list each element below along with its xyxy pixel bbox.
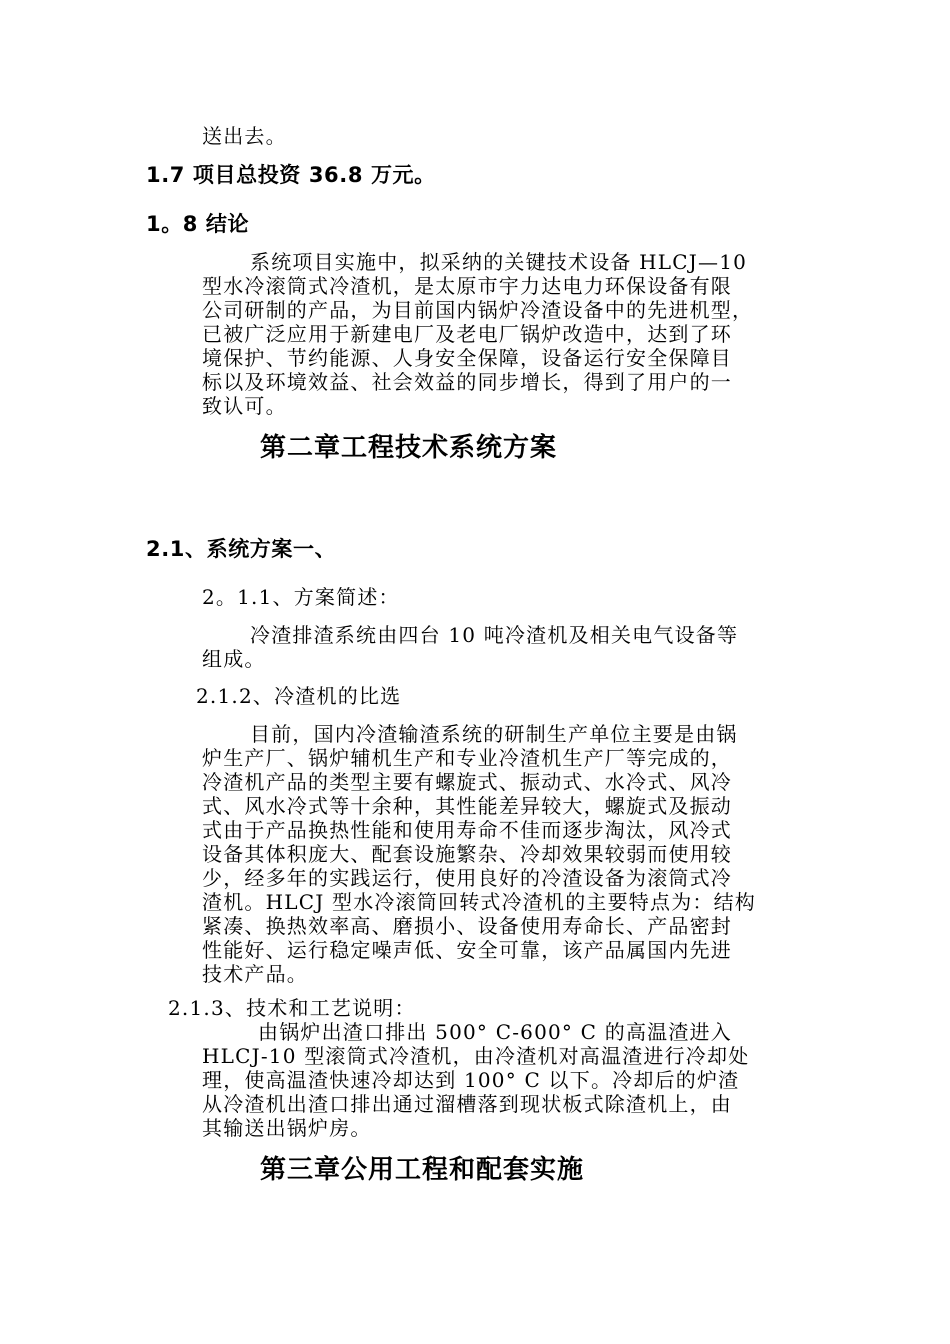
paragraph-line: 理，使高温渣快速冷却达到 100° C 以下。冷却后的炉渣 — [202, 1068, 740, 1092]
paragraph-line: 技术产品。 — [202, 962, 308, 986]
paragraph-line: 标以及环境效益、社会效益的同步增长，得到了用户的一 — [202, 370, 732, 394]
chapter-2-title: 第二章工程技术系统方案 — [260, 433, 558, 463]
paragraph-line: 少，经多年的实践运行，使用良好的冷渣设备为滚筒式冷 — [202, 866, 732, 890]
paragraph-line: 性能好、运行稳定噪声低、安全可靠，该产品属国内先进 — [202, 938, 732, 962]
paragraph-line: 炉生产厂、锅炉辅机生产和专业冷渣机生产厂等完成的， — [202, 746, 732, 770]
section-1-8-paragraph — [202, 250, 753, 418]
paragraph-line: 境保护、节约能源、人身安全保障，设备运行安全保障目 — [202, 346, 732, 370]
paragraph-line: 设备其体积庞大、配套设施繁杂、冷却效果较弱而使用较 — [202, 842, 732, 866]
paragraph-line: 渣机。HLCJ 型水冷滚筒回转式冷渣机的主要特点为：结构 — [202, 890, 756, 914]
paragraph-line: 致认可。 — [202, 394, 287, 418]
paragraph-line: 组成。 — [202, 647, 266, 671]
paragraph-line: 紧凑、换热效率高、磨损小、设备使用寿命长、产品密封 — [202, 914, 732, 938]
paragraph-line: HLCJ-10 型滚筒式冷渣机，由冷渣机对高温渣进行冷却处 — [202, 1044, 750, 1068]
paragraph-line: 冷渣排渣系统由四台 10 吨冷渣机及相关电气设备等 — [250, 623, 739, 647]
paragraph-line: 送出去。 — [202, 124, 287, 148]
section-1-8-title: 1。8 结论 — [146, 212, 250, 236]
paragraph-line: 型水冷滚筒式冷渣机，是太原市宇力达电力环保设备有限 — [202, 274, 732, 298]
section-2-1-1-title: 2。1.1、方案简述： — [202, 585, 400, 609]
section-2-1-2-paragraph — [202, 722, 756, 986]
paragraph-line: 其输送出锅炉房。 — [202, 1116, 372, 1140]
top-fragment — [202, 124, 287, 148]
paragraph-line: 公司研制的产品，为目前国内锅炉冷渣设备中的先进机型， — [202, 298, 754, 322]
section-2-1-3-paragraph — [202, 1020, 749, 1140]
section-2-1-3-title: 2.1.3、技术和工艺说明： — [168, 996, 416, 1020]
paragraph-line: 从冷渣机出渣口排出通过溜槽落到现状板式除渣机上，由 — [202, 1092, 732, 1116]
paragraph-line: 目前，国内冷渣输渣系统的研制生产单位主要是由锅 — [250, 722, 738, 746]
paragraph-line: 冷渣机产品的类型主要有螺旋式、振动式、水冷式、风冷 — [202, 770, 732, 794]
paragraph-line: 式、风水冷式等十余种，其性能差异较大，螺旋式及振动 — [202, 794, 732, 818]
paragraph-line: 式由于产品换热性能和使用寿命不佳而逐步淘汰，风冷式 — [202, 818, 732, 842]
section-2-1-title: 2.1、系统方案一、 — [146, 537, 337, 561]
paragraph-line: 已被广泛应用于新建电厂及老电厂锅炉改造中，达到了环 — [202, 322, 732, 346]
section-2-1-1-paragraph — [202, 623, 738, 671]
section-2-1-2-title: 2.1.2、冷渣机的比选 — [196, 684, 402, 708]
chapter-3-title: 第三章公用工程和配套实施 — [260, 1155, 585, 1185]
paragraph-line: 由锅炉出渣口排出 500° C-600° C 的高温渣进入 — [258, 1020, 732, 1044]
section-1-7-investment: 1.7 项目总投资 36.8 万元。 — [146, 163, 436, 187]
paragraph-line: 系统项目实施中，拟采纳的关键技术设备 HLCJ—10 — [250, 250, 748, 274]
